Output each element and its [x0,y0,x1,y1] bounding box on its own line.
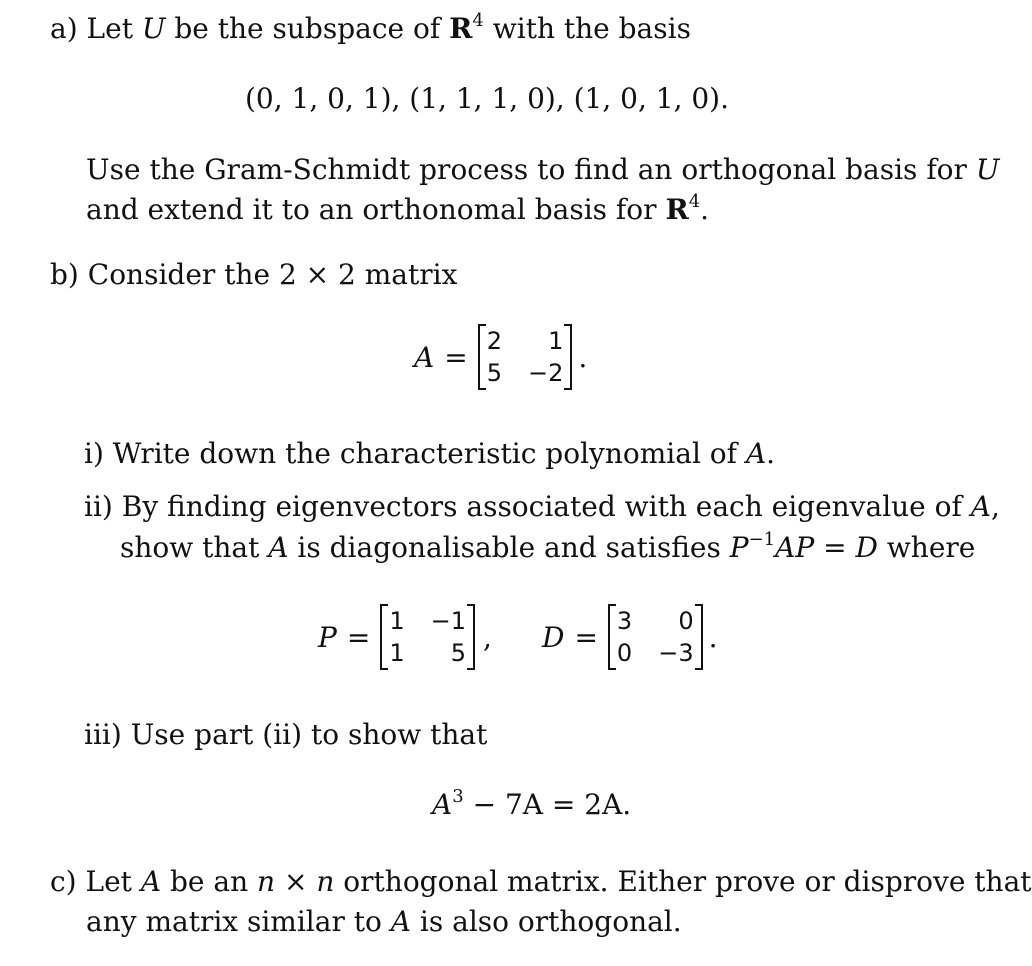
part-b-iii: iii) Use part (ii) to show that [84,718,488,751]
part-a-body-line2: and extend it to an orthonomal basis for $R^4$. [86,191,710,226]
matrix-D: 3 0 0 −3 [608,606,703,668]
part-a-basis-vectors: (0, 1, 0, 1), (1, 1, 1, 0), (1, 0, 1, 0). [244,82,730,115]
part-a-body-line1: Use the Gram-Schmidt process to find an orthogonal basis for U [86,153,1000,186]
matrix-A-equation: A = 2 1 5 −2 . [414,327,588,387]
part-a-label: a) [50,12,78,45]
part-b-label: b) [50,258,79,291]
part-b-intro: b) Consider the 2 × 2 matrix [50,258,458,291]
part-c-line1: c) Let A be an n × n orthogonal matrix. Either prove or disprove that [50,865,1032,898]
part-b-ii-line2: show that A is diagonalisable and satisfies $P^{-1}AP = D$ where [120,529,976,564]
matrix-D-equation: D = 3 0 0 −3 . [542,607,718,667]
matrix-P-equation: P = 1 −1 1 5 , [318,607,492,667]
part-b-iii-equation: $A^3 - 7A = 2A$. [432,786,632,821]
matrix-A: 2 1 5 −2 [478,326,573,388]
part-b-i: i) Write down the characteristic polynomial of A. [84,437,776,470]
matrix-P: 1 −1 1 5 [380,606,475,668]
part-b-ii-line1: ii) By finding eigenvectors associated with each eigenvalue of A, [84,490,1000,523]
part-c-label: c) [50,865,77,898]
part-a-intro: a) Let U be the subspace of $R^4$ with the basis [50,10,691,45]
part-c-line2: any matrix similar to A is also orthogonal. [86,905,682,938]
